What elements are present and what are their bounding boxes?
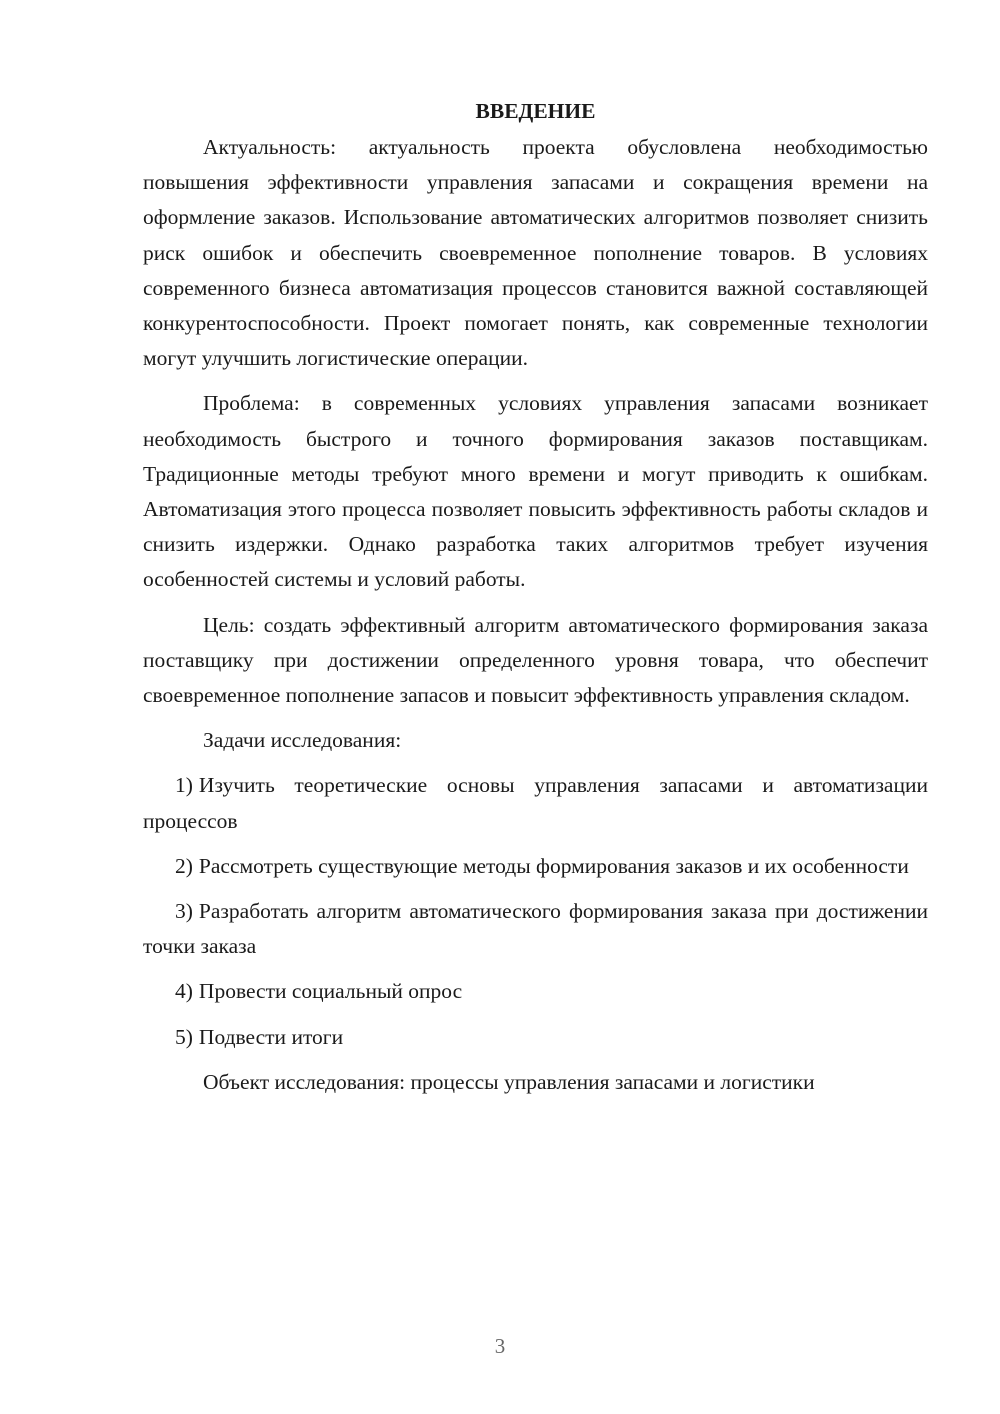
- document-page: [143, 96, 928, 1110]
- task-text: Провести социальный опрос: [198, 979, 463, 1004]
- task-number: 1): [175, 773, 193, 798]
- task-item-2: [143, 849, 928, 884]
- paragraph-relevance: Актуальность: актуальность проекта обусловлена необходимостью повышения эффективности управления запасами и сокращения времени на оформление заказов. Использование автоматических алгоритмов позволяет снизить риск ошибок и обеспечить своевременное пополнение товаров. В условиях современного бизнеса автоматизация процессов становится важной составляющей конкурентоспособности. Проект помогает понять, как современные технологии могут улучшить логистические операции.: [143, 135, 928, 371]
- task-item-1: [143, 768, 928, 838]
- task-number: 3): [175, 899, 193, 924]
- task-number: 4): [175, 979, 193, 1004]
- section-title: ВВЕДЕНИЕ: [475, 99, 596, 123]
- task-text: Рассмотреть существующие методы формирования заказов и их особенности: [198, 853, 909, 878]
- paragraph-object: Объект исследования: процессы управления запасами и логистики: [203, 1069, 815, 1094]
- task-item-5: [143, 1020, 928, 1055]
- paragraph-goal: Цель: создать эффективный алгоритм автоматического формирования заказа поставщику при достижении определенного уровня товара, что обеспечит своевременное пополнение запасов и повысит эффективность управления складом.: [143, 612, 928, 708]
- tasks-heading: Задачи исследования:: [203, 728, 402, 753]
- paragraph-problem: Проблема: в современных условиях управления запасами возникает необходимость быстрого и точного формирования заказов поставщикам. Традиционные методы требуют много времени и могут приводить к ошибкам. Автоматизация этого процесса позволяет повысить эффективность работы складов и снизить издержки. Однако разработка таких алгоритмов требует изучения особенностей системы и условий работы.: [143, 391, 928, 592]
- task-text: Подвести итоги: [198, 1024, 344, 1049]
- task-item-3: [143, 894, 928, 964]
- task-number: 5): [175, 1024, 193, 1049]
- task-text: Изучить теоретические основы управления запасами и автоматизации процессов: [143, 773, 928, 833]
- task-text: Разработать алгоритм автоматического формирования заказа при достижении точки заказа: [143, 899, 928, 959]
- task-number: 2): [175, 853, 193, 878]
- page-number: 3: [494, 1334, 506, 1358]
- task-item-4: [143, 974, 928, 1009]
